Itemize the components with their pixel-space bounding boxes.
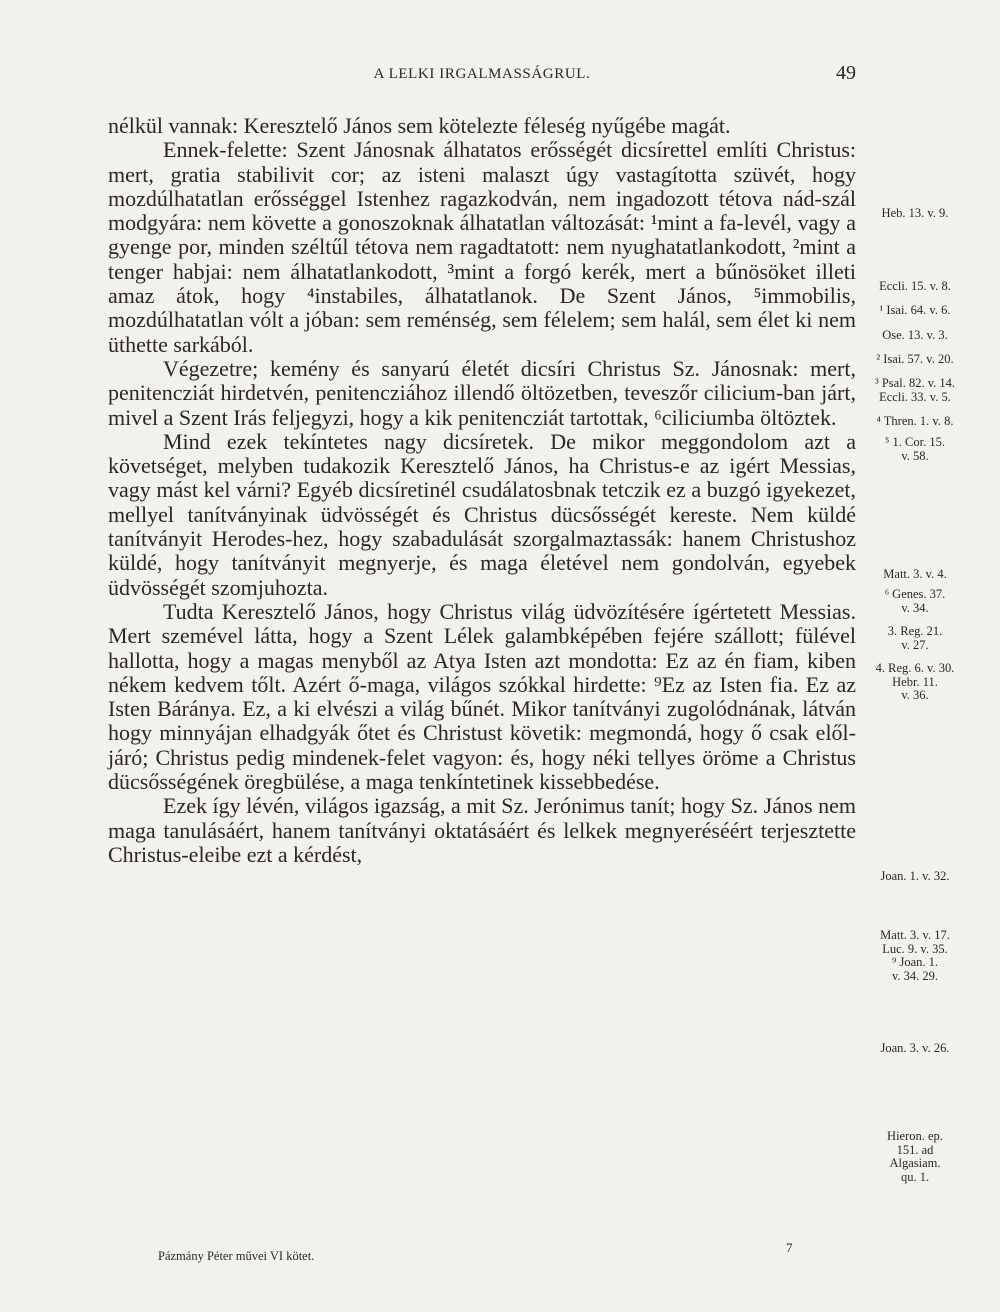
- margin-note: ² Isai. 57. v. 20.: [876, 352, 954, 366]
- margin-note: ³ Psal. 82. v. 14. Eccli. 33. v. 5.: [874, 376, 956, 404]
- margin-note: Matt. 3. v. 17. Luc. 9. v. 35. ⁹ Joan. 1. v. 34. 29.: [880, 928, 950, 983]
- margin-note: Heb. 13. v. 9.: [881, 206, 949, 220]
- running-title: A LELKI IRGALMASSÁGRUL.: [373, 66, 591, 82]
- margin-note: ⁶ Genes. 37. v. 34.: [884, 587, 946, 615]
- paragraph-5: Tudta Keresztelő János, hogy Christus világ üdvözítésére ígértetett Messias. Mert szemével látta, hogy a Szent Lélek galambképében fejére szállott; fülével hallotta, hogy a magas menyből az Atya Isten azt mondotta: Ez az én fiam, kiben nékem kedvem tőlt. Azért ő-maga, világos szókkal hirdette: ⁹Ez az Isten fia. Ez az Isten Báránya. Ez, a ki elvészi a világ bűnét. Mikor tanítványi zugolódnának, látván hogy minnyájan elhadgyák őtet és Christust követik: megmondá, hogy ő csak elől-járó; Christus pedig mindenek-felet vagyon: és, hogy néki tellyes öröme a Christus dücsősségének öregbülése, a maga tenkíntetinek kissebbedése.: [108, 598, 856, 795]
- page-number: 49: [836, 62, 856, 84]
- margin-note: Eccli. 15. v. 8.: [879, 279, 951, 293]
- page-header: [108, 62, 856, 88]
- margin-note: ⁴ Thren. 1. v. 8.: [876, 414, 954, 428]
- margin-note: Hieron. ep. 151. ad Algasiam. qu. 1.: [887, 1129, 943, 1184]
- margin-note: Matt. 3. v. 4.: [883, 567, 947, 581]
- margin-note: Joan. 1. v. 32.: [880, 869, 950, 883]
- body-text: [108, 114, 856, 867]
- paragraph-1: nélkül vannak: Keresztelő János sem kötelezte féleség nyűgébe magát.: [108, 113, 731, 138]
- margin-note: 3. Reg. 21. v. 27.: [887, 624, 943, 652]
- margin-note: Joan. 3. v. 26.: [880, 1041, 950, 1055]
- margin-note: ¹ Isai. 64. v. 6.: [879, 303, 951, 317]
- paragraph-3: Végezetre; kemény és sanyarú életét dicsíri Christus Sz. Jánosnak: mert, penitencziát hirdetvén, penitencziához illendő öltözetben, teveszőr cilicium-ban járt, mivel a Szent Irás feljegyzi, hogy a kik penitencziát tartottak, ⁶ciliciumba öltöztek.: [108, 355, 856, 430]
- footer-signature: 7: [786, 1240, 793, 1255]
- margin-note: ⁵ 1. Cor. 15. v. 58.: [885, 435, 945, 463]
- margin-note: Ose. 13. v. 3.: [882, 328, 948, 342]
- paragraph-2: Ennek-felette: Szent Jánosnak álhatatos erősségét dicsírettel említi Christus: mert, gratia stabilivit cor; az isteni malaszt úgy vastagította szüvét, hogy mozdúlhatatlan erősséggel Istenhez ragazkodván, nem ingadozott tétova nád-szál modgyára: nem követte a gonoszoknak álhatatlan változását: ¹mint a fa-levél, vagy a gyenge por, minden széltűl tétova nem ragadtatott: nem nyughatatlankodott, ²mint a tenger habjai: nem álhatatlankodott, ³mint a forgó kerék, mert a bűnösöket illeti amaz átok, hogy ⁴instabiles, álhatatlanok. De Szent János, ⁵immobilis, mozdúlhatatlan vólt a jóban: sem reménség, sem félelem; sem halál, sem élet ki nem üthette sarkából.: [108, 137, 856, 357]
- footer-volume-line: Pázmány Péter művei VI kötet.: [158, 1249, 315, 1263]
- paragraph-4: Mind ezek tekíntetes nagy dicsíretek. De mikor meggondolom azt a követséget, melyben tudakozik Keresztelő János, ha Christus-e az igért Messias, vagy mást kel várni? Egyéb dicsíretinél csudálatosbnak tetczik ez a buzgó igyekezet, mellyel tanítványinak üdvösségét és Christus dücsősségét kereste. Nem küldé tanítványit Herodes-hez, hogy szabadulását szorgalmaztassák: hanem Christushoz küldé, hogy tanítványit megnyerje, és maga életével nem gondolván, egyebek üdvösségét szomjuhozta.: [108, 428, 856, 600]
- margin-note: 4. Reg. 6. v. 30. Hebr. 11. v. 36.: [875, 661, 955, 702]
- paragraph-6: Ezek így lévén, világos igazság, a mit Sz. Jerónimus tanít; hogy Sz. János nem maga tanulásáért, hanem tanítványi oktatásáért és lelkek megnyeréséért terjesztette Christus-eleibe ezt a kérdést,: [108, 793, 856, 867]
